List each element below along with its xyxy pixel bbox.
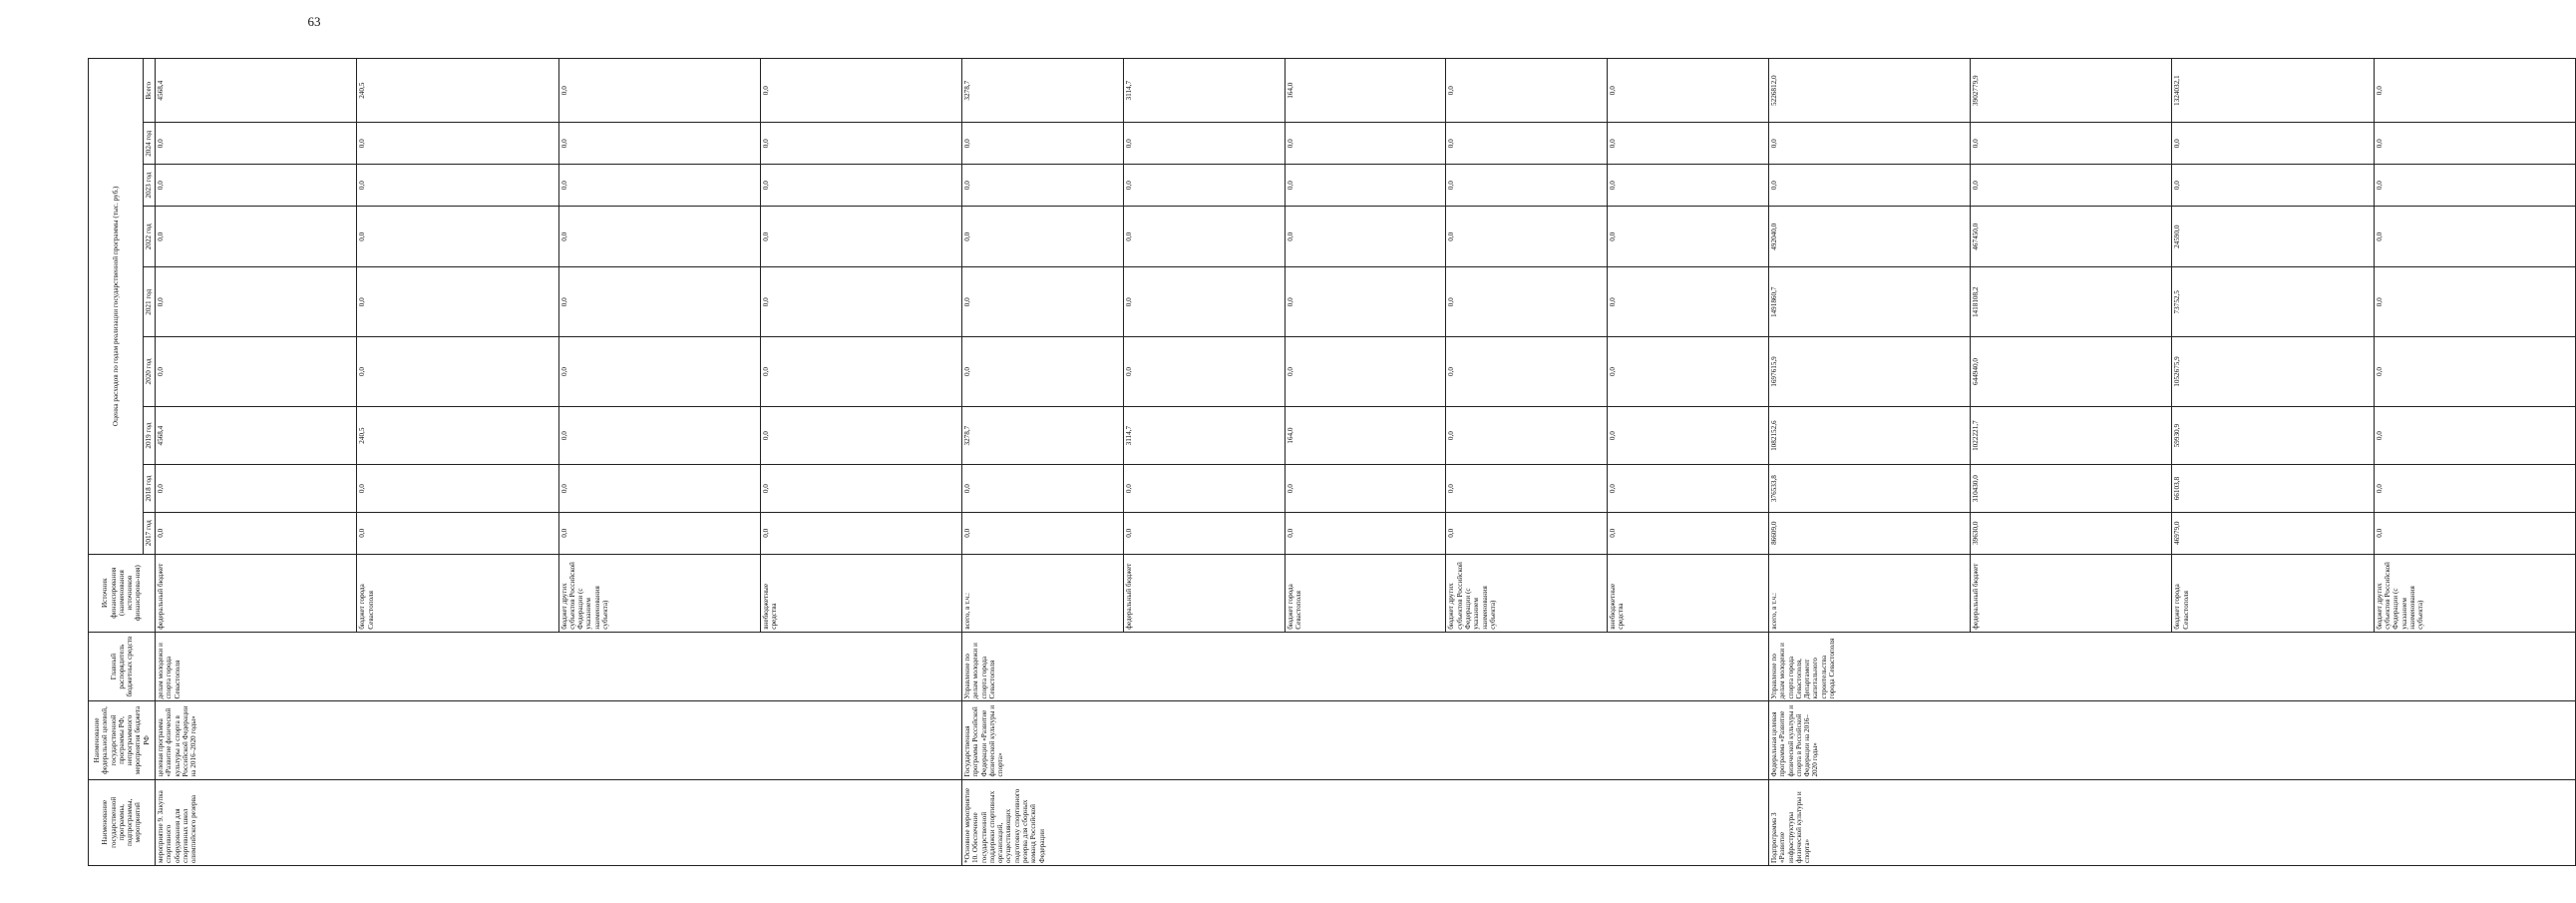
cell-total bbox=[962, 59, 1769, 123]
value: 0,0 bbox=[1286, 207, 1447, 266]
value: 0,0 bbox=[2172, 165, 2374, 206]
source-line: внебюджетные средства bbox=[761, 583, 779, 630]
budget-table bbox=[88, 58, 2576, 866]
table-body bbox=[156, 59, 2576, 866]
cell-year bbox=[962, 512, 1769, 554]
value: 39630,0 bbox=[1971, 513, 2172, 554]
value: 0,0 bbox=[1286, 465, 1447, 511]
header-manager: Главный распорядитель бюджетных средств bbox=[89, 632, 156, 701]
value: 0,0 bbox=[1609, 86, 1618, 96]
cell-year bbox=[962, 465, 1769, 512]
value: 0,0 bbox=[1609, 528, 1618, 538]
table-row bbox=[962, 59, 1769, 866]
source-line: бюджет города Севастополя bbox=[357, 555, 558, 632]
cell-year bbox=[156, 465, 962, 512]
source-line: федеральный бюджет bbox=[156, 555, 357, 632]
cell-year bbox=[962, 207, 1769, 267]
value: 0,0 bbox=[156, 513, 357, 554]
value: 0,0 bbox=[1124, 465, 1286, 511]
source-line: бюджет других субъектов Российской Федерации (с указанием наименования субъекта) bbox=[559, 555, 761, 632]
cell-year bbox=[156, 337, 962, 407]
value: 0,0 bbox=[1446, 465, 1608, 511]
value: 644940,0 bbox=[1971, 337, 2172, 406]
value: 0,0 bbox=[761, 139, 770, 149]
cell-program: целевая программа «Развитие физической культуры и спорта в Российской Федерации на 2016–2020 годы» bbox=[156, 701, 962, 779]
total-header: Всего bbox=[144, 59, 156, 123]
cell-year bbox=[962, 123, 1769, 165]
value: 0,0 bbox=[1609, 231, 1618, 241]
source-line: всего, в т.ч.: bbox=[1769, 555, 1971, 632]
cell-manager: Управление по делам молодежи и спорта города Севастополя, Департамент капитального строительства города Севастополя bbox=[1768, 632, 2575, 701]
cell-manager: делам молодежи и спорта города Севастополя bbox=[156, 632, 962, 701]
value: 1697615,9 bbox=[1769, 337, 1971, 406]
header-program: Наименование федеральной целевой, государственной программы РФ, непрограммного мероприятия бюджета РФ bbox=[89, 701, 156, 779]
year-header: 2019 год bbox=[144, 406, 156, 465]
value: 0,0 bbox=[1446, 513, 1608, 554]
cell-year bbox=[1768, 267, 2575, 337]
source-line: федеральный бюджет bbox=[1124, 555, 1286, 632]
value: 3902779,9 bbox=[1971, 59, 2172, 122]
value: 1418108,2 bbox=[1971, 267, 2172, 336]
year-header: 2018 год bbox=[144, 465, 156, 512]
value: 0,0 bbox=[1609, 484, 1618, 494]
value: 0,0 bbox=[156, 123, 357, 164]
value: 0,0 bbox=[357, 165, 558, 206]
value: 0,0 bbox=[1286, 123, 1447, 164]
cell-year bbox=[1768, 465, 2575, 512]
value: 66103,8 bbox=[2172, 465, 2374, 511]
cell-year bbox=[1768, 406, 2575, 465]
value: 240,5 bbox=[357, 407, 558, 465]
cell-source bbox=[962, 554, 1769, 632]
value: 46979,0 bbox=[2172, 513, 2374, 554]
header-name: Наименование государственной программы, подпрограммы, мероприятий bbox=[89, 779, 156, 865]
value: 0,0 bbox=[1286, 267, 1447, 336]
value: 0,0 bbox=[1609, 431, 1618, 441]
value: 0,0 bbox=[761, 86, 770, 96]
value: 3114,7 bbox=[1124, 407, 1286, 465]
value: 0,0 bbox=[1286, 165, 1447, 206]
value: 0,0 bbox=[357, 207, 558, 266]
value: 0,0 bbox=[559, 207, 761, 266]
value: 3114,7 bbox=[1124, 59, 1286, 122]
value: 0,0 bbox=[357, 465, 558, 511]
value: 0,0 bbox=[1971, 123, 2172, 164]
value: 5226812,0 bbox=[1769, 59, 1971, 122]
cell-year bbox=[1768, 337, 2575, 407]
header-estimate: Оценка расходов по годам реализации государственной программы (тыс. руб.) bbox=[89, 59, 144, 555]
source-line: всего, в т.ч.: bbox=[962, 555, 1124, 632]
value: 0,0 bbox=[559, 337, 761, 406]
value: 0,0 bbox=[2375, 528, 2384, 538]
value: 0,0 bbox=[1124, 123, 1286, 164]
cell-year bbox=[1768, 165, 2575, 207]
value: 0,0 bbox=[962, 465, 1124, 511]
value: 0,0 bbox=[1124, 207, 1286, 266]
cell-manager: Управление по делам молодежи и спорта города Севастополя bbox=[962, 632, 1769, 701]
value: 73752,5 bbox=[2172, 267, 2374, 336]
value: 164,0 bbox=[1286, 407, 1447, 465]
value: 0,0 bbox=[156, 207, 357, 266]
cell-source bbox=[156, 554, 962, 632]
value: 24590,0 bbox=[2172, 207, 2374, 266]
value: 0,0 bbox=[1609, 367, 1618, 376]
value: 0,0 bbox=[761, 431, 770, 441]
year-header: 2017 год bbox=[144, 512, 156, 554]
source-line: бюджет города Севастополя bbox=[2172, 555, 2374, 632]
value: 0,0 bbox=[2375, 297, 2384, 307]
value: 1491860,7 bbox=[1769, 267, 1971, 336]
cell-year bbox=[1768, 123, 2575, 165]
header-source: Источник финансирования (наименования источников финансирова-ния) bbox=[89, 554, 156, 632]
cell-year bbox=[156, 406, 962, 465]
value: 0,0 bbox=[761, 367, 770, 376]
value: 0,0 bbox=[1446, 165, 1608, 206]
year-header: 2021 год bbox=[144, 267, 156, 337]
value: 1082152,6 bbox=[1769, 407, 1971, 465]
value: 0,0 bbox=[2172, 123, 2374, 164]
year-header: 2020 год bbox=[144, 337, 156, 407]
value: 492040,0 bbox=[1769, 207, 1971, 266]
value: 0,0 bbox=[962, 267, 1124, 336]
cell-year bbox=[156, 123, 962, 165]
value: 0,0 bbox=[2375, 86, 2384, 96]
value: 1022221,7 bbox=[1971, 407, 2172, 465]
cell-total bbox=[1768, 59, 2575, 123]
value: 3278,7 bbox=[962, 407, 1124, 465]
year-header: 2024 год bbox=[144, 123, 156, 165]
value: 0,0 bbox=[2375, 231, 2384, 241]
cell-program: Федеральная целевая программа «Развитие физической культуры и спорта в Российской Федерации на 2016–2020 годы» bbox=[1768, 701, 2575, 779]
cell-year bbox=[156, 512, 962, 554]
value: 0,0 bbox=[761, 181, 770, 191]
value: 0,0 bbox=[559, 465, 761, 511]
value: 0,0 bbox=[2375, 484, 2384, 494]
value: 0,0 bbox=[2375, 431, 2384, 441]
value: 240,5 bbox=[357, 59, 558, 122]
value: 0,0 bbox=[1446, 407, 1608, 465]
value: 0,0 bbox=[1286, 513, 1447, 554]
page-number: 63 bbox=[307, 14, 321, 29]
value: 0,0 bbox=[761, 231, 770, 241]
value: 0,0 bbox=[1769, 123, 1971, 164]
value: 0,0 bbox=[559, 513, 761, 554]
value: 0,0 bbox=[357, 123, 558, 164]
cell-name: *Основное мероприятие 10. Обеспечение государственной поддержки спортивных организаций, осуществляющих подготовку спортивного резерва для сборных команд Российской Федерации bbox=[962, 779, 1769, 865]
value: 1052675,9 bbox=[2172, 337, 2374, 406]
source-line: бюджет города Севастополя bbox=[1286, 555, 1447, 632]
value: 3278,7 bbox=[962, 59, 1124, 122]
value: 0,0 bbox=[559, 267, 761, 336]
header-row bbox=[89, 59, 144, 866]
cell-program: Государственная программа Российской Федерации «Развитие физической культуры и спорта» bbox=[962, 701, 1769, 779]
source-line: бюджет других субъектов Российской Федерации (с указанием наименования субъекта) bbox=[2375, 562, 2425, 630]
value: 0,0 bbox=[1124, 267, 1286, 336]
value: 4568,4 bbox=[156, 59, 357, 122]
cell-name: мероприятие 9. Закупка спортивного оборудования для спортивных школ олимпийского резерва bbox=[156, 779, 962, 865]
value: 0,0 bbox=[1446, 123, 1608, 164]
value: 0,0 bbox=[1609, 181, 1618, 191]
cell-year bbox=[1768, 512, 2575, 554]
cell-year bbox=[156, 267, 962, 337]
value: 0,0 bbox=[962, 165, 1124, 206]
value: 0,0 bbox=[1609, 297, 1618, 307]
value: 86609,0 bbox=[1769, 513, 1971, 554]
value: 0,0 bbox=[156, 165, 357, 206]
value: 0,0 bbox=[1446, 207, 1608, 266]
value: 310430,0 bbox=[1971, 465, 2172, 511]
value: 0,0 bbox=[559, 123, 761, 164]
value: 0,0 bbox=[761, 297, 770, 307]
value: 0,0 bbox=[962, 123, 1124, 164]
table-row bbox=[156, 59, 962, 866]
value: 59930,9 bbox=[2172, 407, 2374, 465]
cell-year bbox=[962, 267, 1769, 337]
value: 376533,8 bbox=[1769, 465, 1971, 511]
value: 0,0 bbox=[559, 59, 761, 122]
value: 1324032,1 bbox=[2172, 59, 2374, 122]
value: 0,0 bbox=[1446, 59, 1608, 122]
cell-total bbox=[156, 59, 962, 123]
value: 0,0 bbox=[357, 513, 558, 554]
value: 0,0 bbox=[2375, 139, 2384, 149]
year-header: 2022 год bbox=[144, 207, 156, 267]
value: 0,0 bbox=[1609, 139, 1618, 149]
value: 0,0 bbox=[761, 528, 770, 538]
value: 0,0 bbox=[357, 267, 558, 336]
value: 0,0 bbox=[1124, 165, 1286, 206]
value: 0,0 bbox=[962, 337, 1124, 406]
cell-year bbox=[962, 165, 1769, 207]
cell-source bbox=[1768, 554, 2575, 632]
value: 164,0 bbox=[1286, 59, 1447, 122]
year-header: 2023 год bbox=[144, 165, 156, 207]
value: 0,0 bbox=[1971, 165, 2172, 206]
value: 0,0 bbox=[156, 337, 357, 406]
value: 0,0 bbox=[1286, 337, 1447, 406]
value: 0,0 bbox=[962, 207, 1124, 266]
cell-year bbox=[962, 337, 1769, 407]
value: 0,0 bbox=[1124, 337, 1286, 406]
cell-year bbox=[156, 165, 962, 207]
value: 4568,4 bbox=[156, 407, 357, 465]
cell-year bbox=[156, 207, 962, 267]
value: 0,0 bbox=[1446, 337, 1608, 406]
budget-table-wrapper bbox=[88, 58, 2425, 866]
value: 0,0 bbox=[761, 484, 770, 494]
source-line: бюджет других субъектов Российской Федерации (с указанием наименования субъекта) bbox=[1446, 555, 1608, 632]
value: 0,0 bbox=[156, 267, 357, 336]
value: 0,0 bbox=[357, 337, 558, 406]
value: 0,0 bbox=[2375, 367, 2384, 376]
value: 0,0 bbox=[1124, 513, 1286, 554]
cell-name: Подпрограмма 3 «Развитие инфраструктуры физической культуры и спорта» bbox=[1768, 779, 2575, 865]
source-line: внебюджетные средства bbox=[1609, 583, 1626, 630]
cell-year bbox=[962, 406, 1769, 465]
table-row bbox=[1768, 59, 2575, 866]
value: 0,0 bbox=[156, 465, 357, 511]
value: 0,0 bbox=[962, 513, 1124, 554]
cell-year bbox=[1768, 207, 2575, 267]
value: 0,0 bbox=[1446, 267, 1608, 336]
value: 0,0 bbox=[559, 165, 761, 206]
source-line: федеральный бюджет bbox=[1971, 555, 2172, 632]
value: 0,0 bbox=[1769, 165, 1971, 206]
value: 0,0 bbox=[559, 407, 761, 465]
value: 0,0 bbox=[2375, 181, 2384, 191]
value: 467450,0 bbox=[1971, 207, 2172, 266]
